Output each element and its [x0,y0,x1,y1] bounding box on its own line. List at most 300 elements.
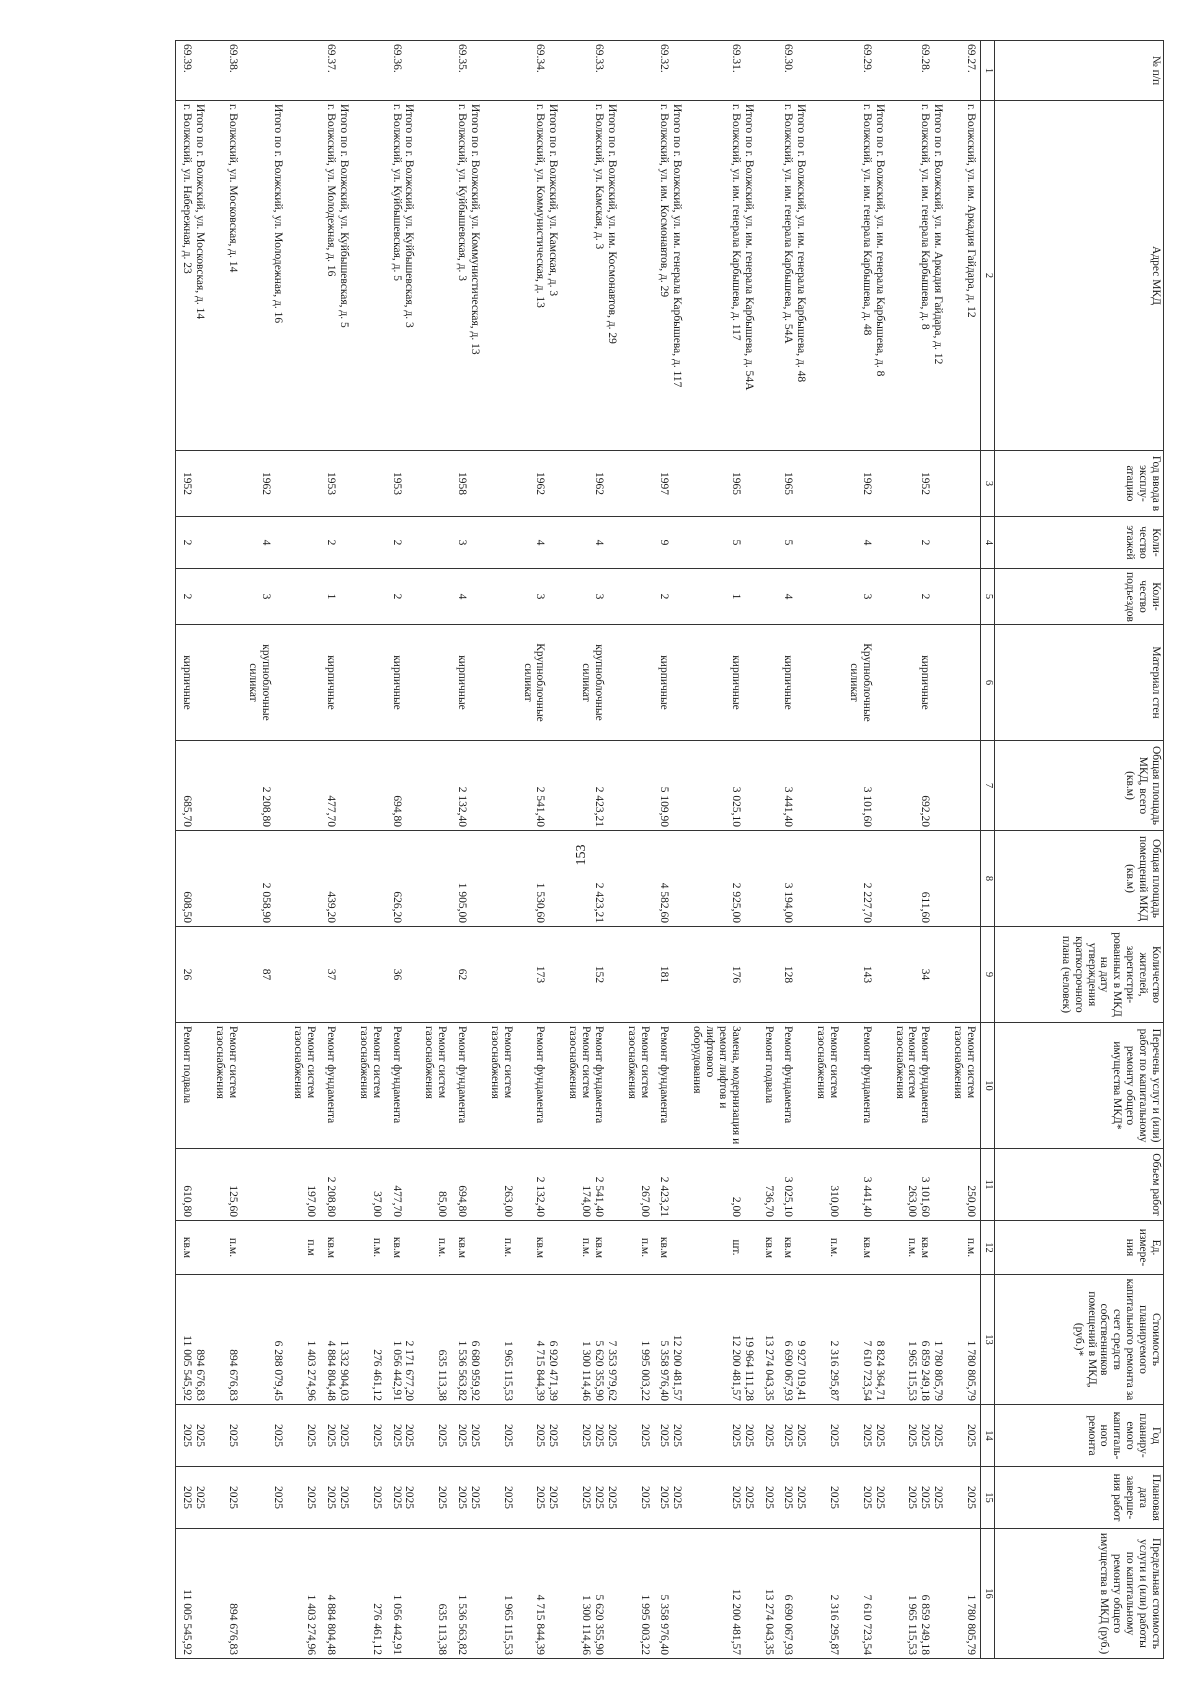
entrances: 3 [860,593,873,600]
material: крупноблочные силикат [246,644,272,721]
unit: п.м. [370,1237,383,1258]
unit-cell [654,1221,687,1275]
spacer [671,930,684,1019]
spacer [742,44,755,97]
spacer [403,834,416,923]
works-cell [758,1023,778,1149]
row-number [638,44,651,97]
end-year-cell [320,1467,353,1529]
cost: 1 965 115,53 [501,1341,514,1401]
residents-cell [176,927,209,1023]
limit: 5 620 355,90 [593,1594,605,1655]
row-number [435,44,448,97]
material: Крупноблочные силикат [848,643,873,722]
entrances-cell [209,569,242,625]
plan-year: 2025 [456,1424,469,1447]
year-cell [517,451,563,517]
subtotal-cost: 7 353 979,62 [605,1340,618,1401]
subtotal-cost: 12 200 481,57 [671,1334,684,1401]
row-number-cell [562,41,621,101]
spacer [272,1532,285,1655]
unit-cell [758,1221,778,1275]
row-number: 69.31. [729,44,742,73]
spacer [547,628,560,737]
total-area-cell [242,741,288,831]
rooms-area-cell [484,831,517,927]
spacer [931,1224,944,1271]
spacer [193,744,206,827]
spacer [193,454,206,513]
total-area-cell [353,741,386,831]
subtotal-label: Итого по г. Волжский, ул. Коммунистическая, д. 13 [469,104,481,355]
total-area-cell [947,741,980,831]
spacer [468,628,481,737]
entrances-cell [758,569,778,625]
limit-cell [758,1529,778,1659]
address: г. Волжский, ул. Куйбышевская, д. 5 [390,104,403,282]
spacer [931,930,944,1019]
table-row [843,41,889,1659]
spacer [931,44,944,97]
subtotal-cost: 1 332 904,03 [338,1340,350,1401]
address [435,104,448,447]
volume: 197,00 [305,1185,318,1217]
unit: кв.м [390,1236,403,1259]
row-number-cell [517,41,563,101]
plan-year: 2025 [795,1424,808,1447]
residents-cell [947,927,980,1023]
spacer [193,520,206,565]
unit-cell [419,1221,452,1275]
spacer [931,454,944,513]
end-year-cell [353,1467,386,1529]
entrances-cell [621,569,654,625]
limit: 894 676,83 [226,1603,239,1655]
year-cell [562,451,621,517]
year-cell [654,451,687,517]
address-cell [654,101,687,451]
column-number: 14 [981,1405,995,1467]
plan-year: 2025 [501,1424,514,1447]
table-row [654,41,687,1659]
limit: 1 965 115,53 [906,1595,919,1655]
residents: 34 [919,968,932,981]
material: крупноблочные силикат [580,644,605,721]
spacer [547,1224,560,1271]
residents: 173 [534,965,547,984]
entrances: 3 [534,593,547,600]
unit-cell [451,1221,484,1275]
end-year-cell [517,1467,563,1529]
entrances: 4 [782,593,795,600]
row-number-cell [288,41,321,101]
residents [435,930,448,1019]
entrances-cell [810,569,843,625]
material: кирпичные [181,655,194,710]
total-area-cell [288,741,321,831]
table-row [778,41,811,1659]
year-cell [242,451,288,517]
limit-cell [176,1529,209,1659]
rooms-area: 1 530,60 [534,882,547,923]
spacer [605,1152,618,1217]
spacer [605,744,618,827]
rooms-area-cell [386,831,419,927]
cost-cell [810,1275,843,1405]
table-row [288,41,321,1659]
limit: 5 358 976,40 [658,1594,671,1655]
end-year: 2025 [547,1486,560,1509]
spacer [742,628,755,737]
spacer [873,572,886,621]
residents-cell [386,927,419,1023]
address-cell [621,101,654,451]
floors-cell [686,517,757,569]
plan-year: 2025 [436,1424,449,1447]
rooms-area [304,834,317,923]
year-cell [810,451,843,517]
row-number-cell [353,41,386,101]
spacer [468,930,481,1019]
address-cell [353,101,386,451]
total-area-cell [176,741,209,831]
spacer [547,834,560,923]
address-cell [484,101,517,451]
material-cell [209,625,242,741]
address [827,104,840,447]
limit: 6 859 249,18 [919,1594,932,1655]
material [226,628,239,737]
spacer [931,1026,944,1145]
limit-cell [451,1529,484,1659]
cost: 12 200 481,57 [729,1334,742,1401]
floors-cell [419,517,452,569]
column-number-row [981,41,995,1659]
unit-cell [947,1221,980,1275]
spacer [931,744,944,827]
rooms-area [827,834,840,923]
volume-cell [778,1149,811,1221]
spacer [795,930,808,1019]
spacer [671,1152,684,1217]
residents: 176 [729,965,742,984]
volume: 250,00 [965,1185,977,1217]
unit-cell [242,1221,288,1275]
residents-cell [419,927,452,1023]
spacer [272,1152,285,1217]
column-number: 16 [981,1529,995,1659]
limit-cell [654,1529,687,1659]
rooms-area: 4 582,60 [658,882,671,923]
floors-cell [778,517,811,569]
spacer [337,572,350,621]
year: 1997 [658,472,671,495]
floors-cell [517,517,563,569]
spacer [795,1026,808,1145]
spacer [272,454,285,513]
residents [827,930,840,1019]
end-year-cell [758,1467,778,1529]
total-area [827,744,840,827]
volume-cell [810,1149,843,1221]
address: г. Волжский, ул. им. генерала Карбышева, д. 48 [860,104,873,336]
work-item: Ремонт систем газоснабжения [214,1026,239,1099]
entrances [435,572,448,621]
table-row [451,41,484,1659]
spacer [795,572,808,621]
plan-year: 2025 [390,1424,403,1447]
spacer [795,744,808,827]
limit-cell [810,1529,843,1659]
spacer [272,744,285,827]
volume: 2,00 [729,1196,742,1217]
cost: 1 995 003,22 [638,1340,651,1401]
plan-year: 2025 [965,1424,977,1447]
entrances: 2 [181,593,194,600]
row-number [259,44,272,97]
address: г. Волжский, ул. Московская, д. 14 [226,104,239,273]
year [638,454,651,513]
cost: 4 715 844,39 [534,1340,547,1401]
entrances [964,572,977,621]
row-number-cell [386,41,419,101]
material-cell [176,625,209,741]
residents-cell [484,927,517,1023]
address [259,104,272,447]
address-cell [758,101,778,451]
unit: кв.м [762,1236,775,1259]
entrances-cell [843,569,889,625]
spacer [337,454,350,513]
limit: 2 316 295,87 [828,1594,841,1655]
floors [435,520,448,565]
spacer [671,1224,684,1271]
residents [762,930,775,1019]
entrances-cell [889,569,948,625]
spacer [337,834,350,923]
works-cell [889,1023,948,1149]
end-year: 2025 [638,1486,651,1509]
plan-year: 2025 [828,1424,841,1447]
work-item: Ремонт фундамента [456,1026,469,1124]
material [435,628,448,737]
plan-year: 2025 [534,1424,547,1447]
work-item: Замена, модернизация и ремонт лифтов и лифтового оборудования [691,1026,742,1145]
cost: 13 274 043,35 [762,1334,775,1401]
subtotal-cost: 2 171 677,20 [403,1340,416,1401]
total-area-cell [320,741,353,831]
column-number: 2 [981,101,995,451]
entrances [304,572,317,621]
floors-cell [484,517,517,569]
material: кирпичные [390,655,403,710]
row-number: 69.30. [782,44,795,73]
rooms-area-cell [778,831,811,927]
column-number: 12 [981,1221,995,1275]
year-cell [419,451,452,517]
entrances-cell [242,569,288,625]
cost-cell [209,1275,242,1405]
year [435,454,448,513]
column-header: Общая площадь МКД, всего (кв.м) [995,741,1164,831]
spacer [468,744,481,827]
floors-cell [176,517,209,569]
plan-year: 2025 [403,1424,416,1447]
row-number: 69.28. [919,44,932,73]
address-cell [810,101,843,451]
row-number: 69.36. [390,44,403,73]
spacer [605,572,618,621]
floors-cell [288,517,321,569]
spacer [468,1026,481,1145]
total-area-cell [209,741,242,831]
material-cell [320,625,353,741]
rooms-area: 1 905,00 [456,882,469,923]
volume-cell [621,1149,654,1221]
floors: 2 [325,539,338,546]
entrances [501,572,514,621]
column-number: 6 [981,625,995,741]
material-cell [419,625,452,741]
spacer [337,1026,350,1145]
spacer [547,1532,560,1655]
plan-year-cell [419,1405,452,1467]
limit: 635 113,38 [436,1603,449,1655]
material: кирпичные [782,655,795,710]
limit: 4 715 844,39 [534,1594,547,1655]
year: 1965 [782,472,795,495]
row-number-cell [889,41,948,101]
spacer [605,44,618,97]
column-number: 11 [981,1149,995,1221]
residents [226,930,239,1019]
row-number: 69.27. [965,44,977,73]
volume: 694,80 [456,1185,469,1217]
rooms-area-cell [517,831,563,927]
column-number: 15 [981,1467,995,1529]
unit-cell [889,1221,948,1275]
cost-cell [242,1275,288,1405]
row-number: 69.38. [226,44,239,73]
end-year-cell [810,1467,843,1529]
end-year: 2025 [965,1486,977,1509]
end-year: 2025 [534,1486,547,1509]
works-cell [353,1023,386,1149]
limit: 11 005 545,92 [181,1589,194,1655]
total-area [501,744,514,827]
row-number-cell [209,41,242,101]
end-year-cell [484,1467,517,1529]
spacer [468,520,481,565]
unit: кв.м [534,1236,547,1259]
column-header: Коли-чество подъездов [995,569,1164,625]
unit-cell [621,1221,654,1275]
cost: 6 690 067,93 [782,1340,795,1401]
spacer [795,520,808,565]
column-header: Общая площадь помещений МКД (кв.м) [995,831,1164,927]
spacer [605,930,618,1019]
volume: 610,80 [181,1185,194,1217]
works-cell [320,1023,353,1149]
spacer [742,520,755,565]
spacer [931,1152,944,1217]
row-number-cell [176,41,209,101]
rooms-area-cell [320,831,353,927]
plan-year: 2025 [181,1424,194,1447]
residents: 181 [658,965,671,984]
spacer [547,1026,560,1145]
cost: 276 461,12 [370,1349,383,1401]
material-cell [654,625,687,741]
table-row [947,41,980,1659]
year-cell [288,451,321,517]
total-area: 2 541,40 [534,786,547,827]
end-year: 2025 [742,1486,755,1509]
plan-year: 2025 [860,1424,873,1447]
total-area-cell [517,741,563,831]
year-cell [353,451,386,517]
cost: 1 300 114,46 [580,1341,593,1401]
spacer [671,1026,684,1145]
year: 1952 [919,472,932,495]
column-header: Год планиру-емого капиталь-ного ремонта [995,1405,1164,1467]
column-header: Коли-чество этажей [995,517,1164,569]
year [762,454,775,513]
address: г. Волжский, ул. им. генерала Карбышева, д. 8 [919,104,932,330]
capital-repair-table [175,40,1164,1659]
end-year: 2025 [370,1486,383,1509]
unit: п.м. [906,1237,919,1258]
year [304,454,317,513]
floors-cell [562,517,621,569]
year-cell [889,451,948,517]
cost-cell [562,1275,621,1405]
year-cell [484,451,517,517]
end-year: 2025 [605,1486,618,1509]
entrances [226,572,239,621]
works-cell [947,1023,980,1149]
unit-cell [843,1221,889,1275]
residents-cell [654,927,687,1023]
cost: 2 316 295,87 [828,1340,841,1401]
residents-cell [621,927,654,1023]
floors-cell [353,517,386,569]
plan-year: 2025 [873,1424,886,1447]
end-year: 2025 [469,1486,481,1509]
floors-cell [621,517,654,569]
volume: 125,60 [226,1185,239,1217]
rooms-area-cell [947,831,980,927]
column-number: 8 [981,831,995,927]
spacer [468,834,481,923]
spacer [547,572,560,621]
table-row [517,41,563,1659]
limit: 1 056 442,91 [390,1594,403,1655]
rooms-area: 2 058,90 [259,882,272,923]
volume-cell [947,1149,980,1221]
table-row [889,41,948,1659]
end-year-cell [242,1467,288,1529]
entrances-cell [517,569,563,625]
address: г. Волжский, ул. им. генерала Карбышева, д. 117 [729,104,742,341]
spacer [193,628,206,737]
cost-cell [419,1275,452,1405]
floors-cell [451,517,484,569]
spacer [337,930,350,1019]
total-area-cell [654,741,687,831]
volume: 85,00 [436,1191,449,1217]
unit: п.м. [965,1237,977,1258]
